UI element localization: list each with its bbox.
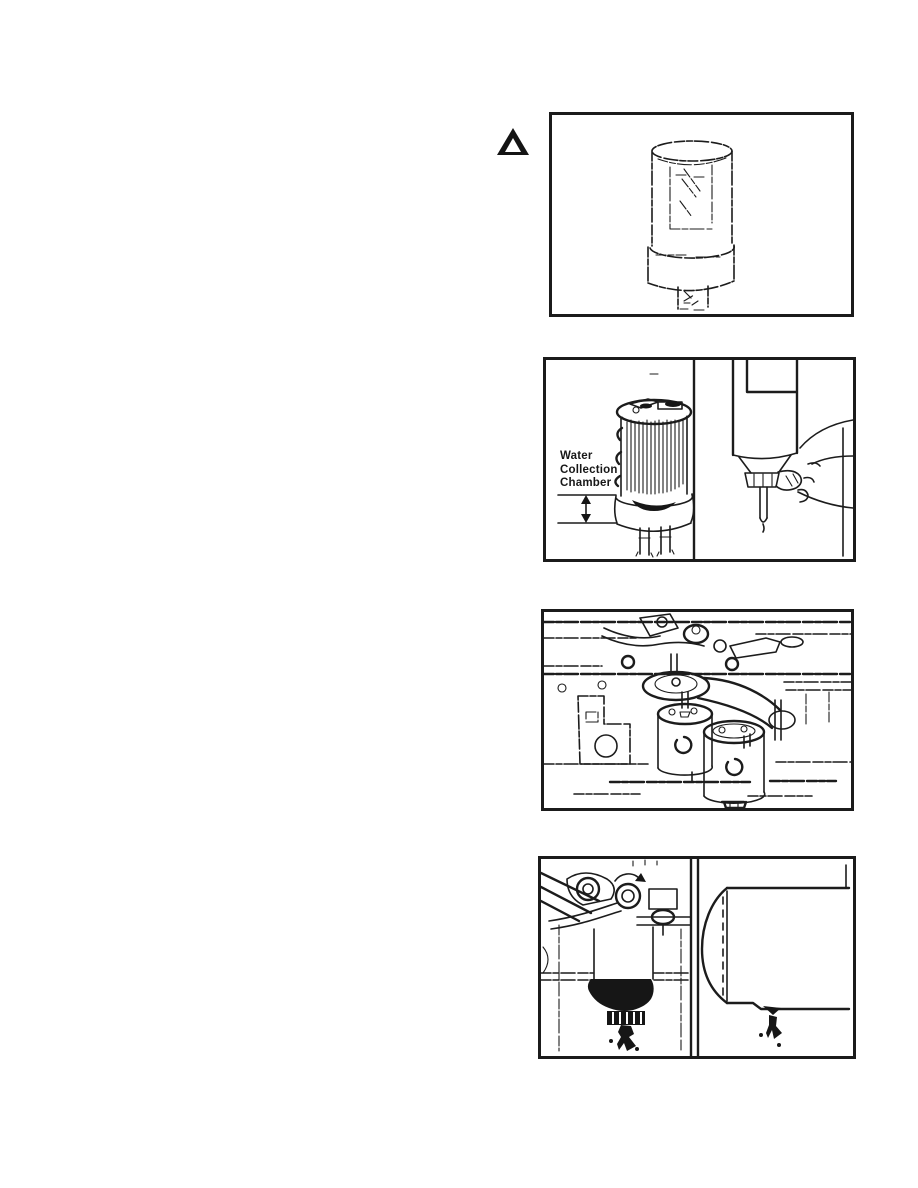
caution-triangle-svg [496,126,530,157]
water-collection-chamber-label [560,450,640,491]
filter-head-and-arm-sketch [643,654,795,740]
figure3-illustration [544,612,851,808]
fuel-hose-fittings-sketch [602,614,803,658]
caution-triangle-icon [496,126,530,157]
mounting-bracket-sketch [578,696,630,764]
figure1-illustration [552,115,851,314]
chamber-measurement-arrow [558,495,616,523]
panel-divider-line [691,859,698,1056]
label-line-3: Chamber [560,477,612,489]
figure1-frame [549,112,854,317]
tank-drain-sketch [702,865,849,1047]
spin-on-filters-sketch [658,692,765,808]
figure2-frame [543,357,856,562]
label-line-1: Water [560,450,593,462]
hand-draining-plug-sketch [733,360,853,556]
figure3-frame [541,609,854,811]
figure4-frame [538,856,856,1059]
figure4-illustration [541,859,853,1056]
filter-element-sketch [648,141,734,310]
frame-rails-sketch [544,622,851,796]
label-line-2: Collection [560,463,618,476]
filter-bowl-drain-sketch [541,860,691,1051]
